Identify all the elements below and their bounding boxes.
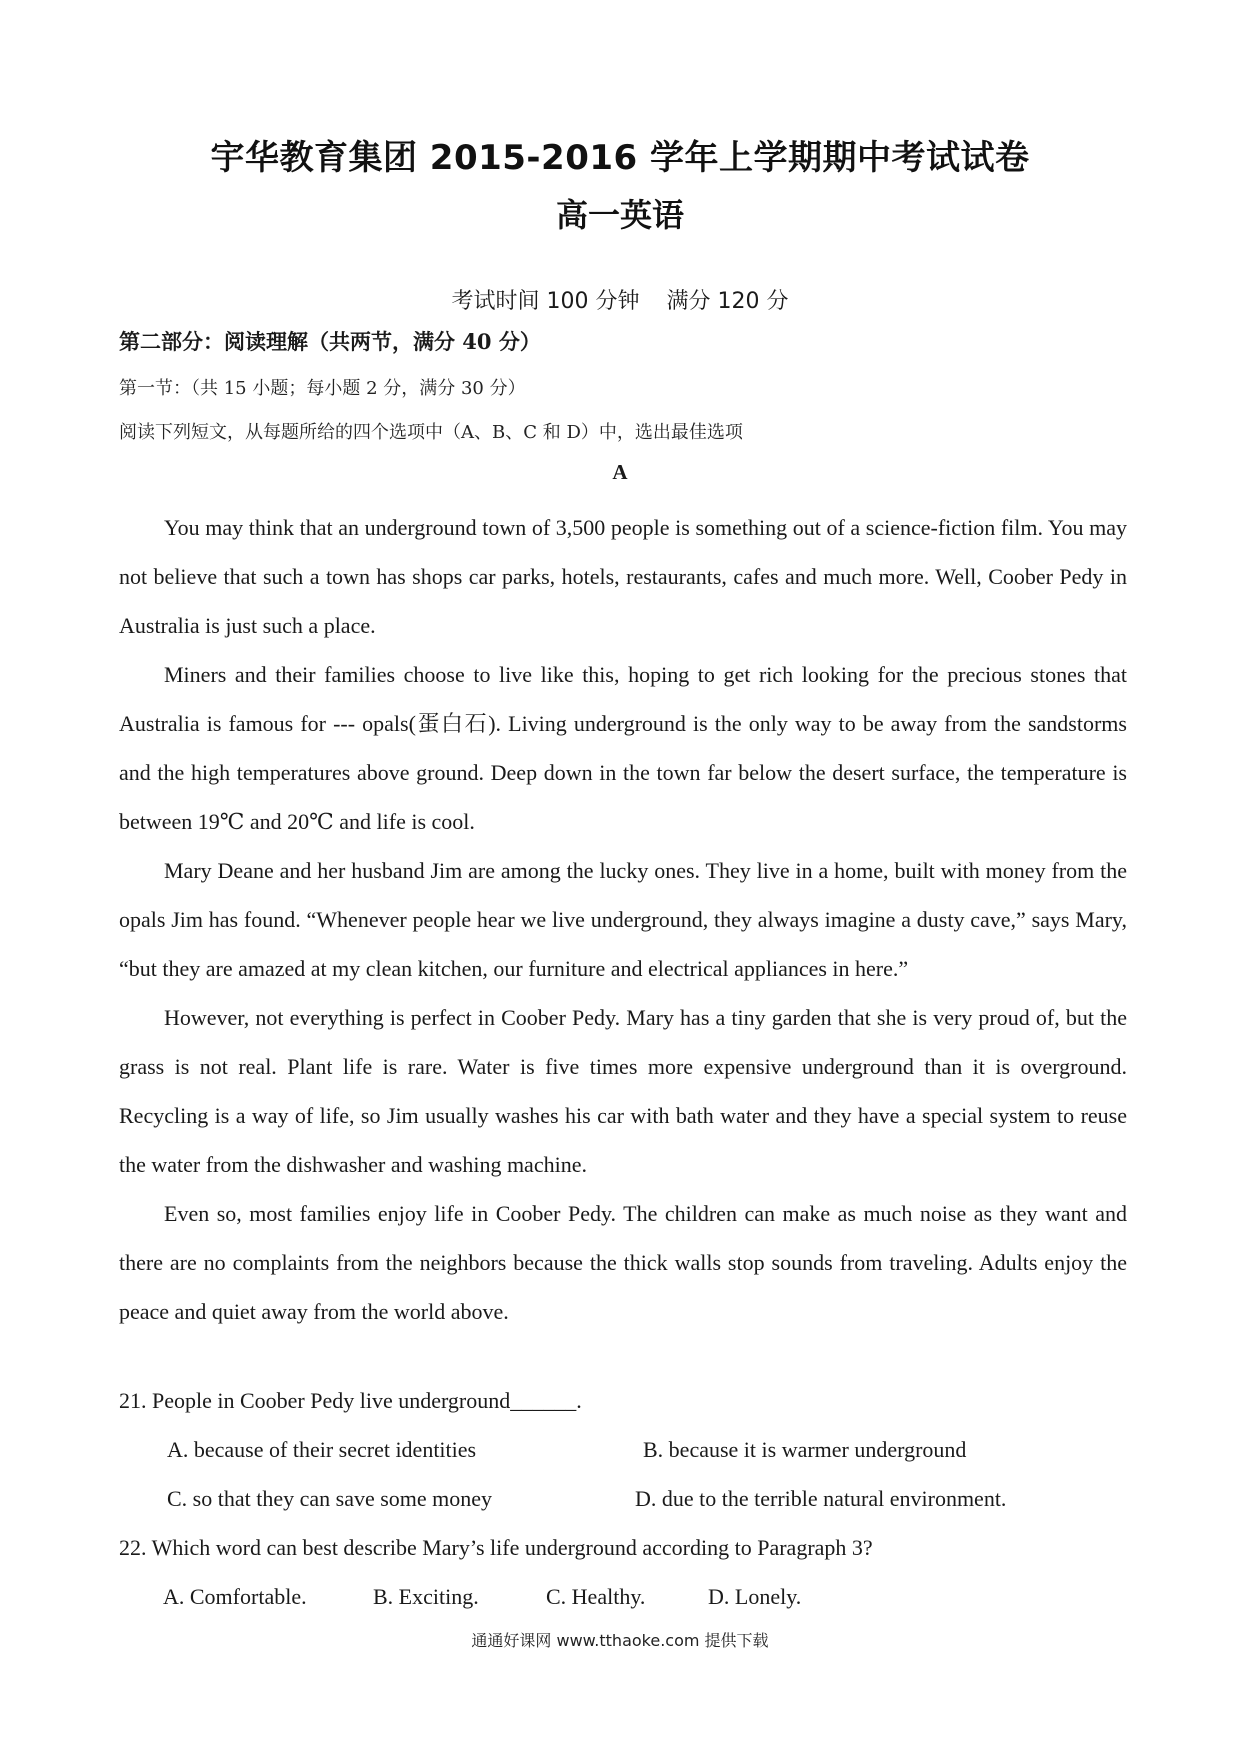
answer-option: C. Healthy.: [546, 1584, 646, 1609]
passage-paragraph: Mary Deane and her husband Jim are among the lucky ones. They live in a home, built with money from the opals Jim has found. “Whenever people hear we live underground, they always imagine a dusty cave,” says Mary, “but they are amazed at my clean kitchen, our furniture and electrical appliances in here.”: [119, 858, 1127, 981]
section-subheading: 第一节：（共 15 小题；每小题 2 分，满分 30 分）: [119, 378, 526, 399]
exam-subject: 高一英语: [555, 196, 684, 234]
reading-passage: [119, 503, 1127, 1336]
answer-option: C. so that they can save some money: [167, 1486, 493, 1511]
answer-option: B. Exciting.: [373, 1584, 479, 1609]
question-stem: 21. People in Coober Pedy live underground______.: [119, 1388, 582, 1413]
passage-paragraph: Miners and their families choose to live like this, hoping to get rich looking for the precious stones that Australia is famous for --- opals(蛋白石). Living underground is the only way to be away from the sandstorms and the high temperatures above ground. Deep down in the town far below the desert surface, the temperature is between 19℃ and 20℃ and life is cool.: [119, 662, 1127, 834]
passage-paragraph: Even so, most families enjoy life in Coober Pedy. The children can make as much noise as they want and there are no complaints from the neighbors because the thick walls stop sounds from traveling. Adults enjoy the peace and quiet away from the world above.: [119, 1201, 1127, 1324]
answer-option: B. because it is warmer underground: [643, 1437, 967, 1462]
answer-option: D. Lonely.: [708, 1584, 802, 1609]
answer-option: D. due to the terrible natural environment.: [635, 1486, 1007, 1511]
option-row: [119, 1474, 1127, 1523]
passage-label: A: [612, 460, 628, 484]
passage-paragraph: You may think that an underground town of 3,500 people is something out of a science-fiction film. You may not believe that such a town has shops car parks, hotels, restaurants, cafes and much more. Well, Coober Pedy in Australia is just such a place.: [119, 515, 1127, 638]
section-heading: 第二部分：阅读理解（共两节，满分 40 分）: [119, 329, 541, 354]
exam-title: 宇华教育集团 2015-2016 学年上学期期中考试试卷: [210, 138, 1030, 178]
question-list: [119, 1376, 1127, 1621]
option-row: [119, 1425, 1127, 1474]
option-row: [119, 1572, 1127, 1621]
passage-paragraph: However, not everything is perfect in Coober Pedy. Mary has a tiny garden that she is very proud of, but the grass is not real. Plant life is rare. Water is five times more expensive underground than it is overground. Recycling is a way of life, so Jim usually washes his car with bath water and they have a special system to reuse the water from the dishwasher and washing machine.: [119, 1005, 1127, 1177]
answer-option: A. because of their secret identities: [167, 1437, 477, 1462]
section-instruction: 阅读下列短文，从每题所给的四个选项中（A、B、C 和 D）中，选出最佳选项: [119, 422, 743, 443]
full-score: 满分 120 分: [666, 289, 789, 314]
exam-time: 考试时间 100 分钟: [451, 289, 640, 314]
download-footer: 通通好课网 www.tthaoke.com 提供下载: [471, 1631, 769, 1650]
question-stem: 22. Which word can best describe Mary’s life underground according to Paragraph 3?: [119, 1535, 873, 1560]
answer-option: A. Comfortable.: [163, 1584, 307, 1609]
exam-info: [0, 284, 1240, 315]
